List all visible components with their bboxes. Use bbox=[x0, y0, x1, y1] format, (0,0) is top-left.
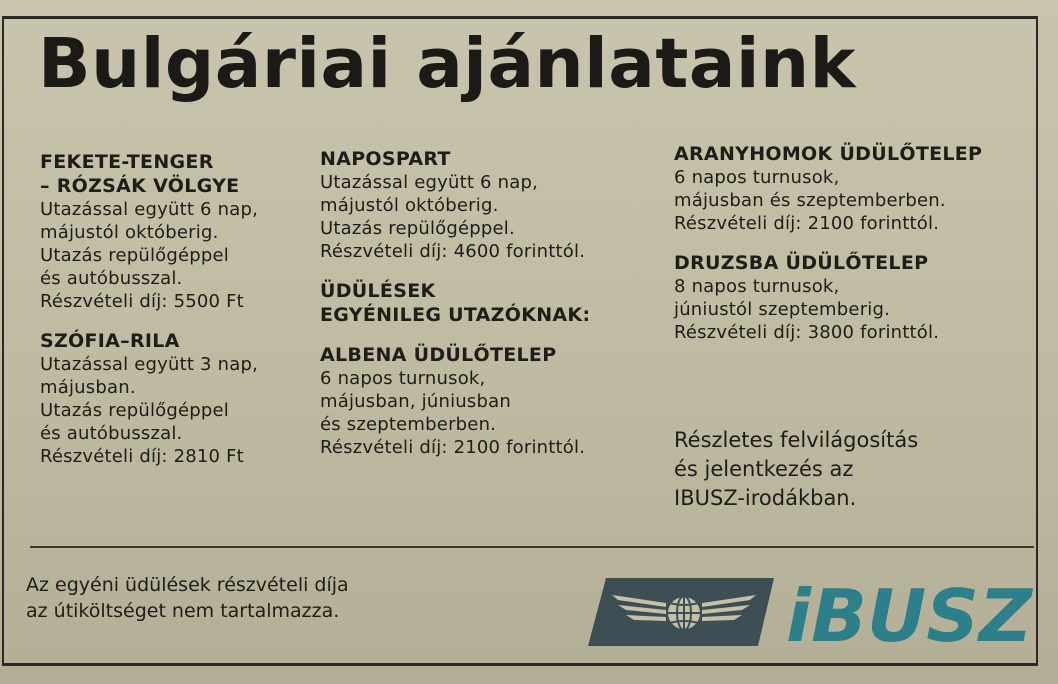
offer-text: májusban, júniusban bbox=[320, 391, 511, 412]
offer-text: Utazás repülőgéppel bbox=[40, 245, 229, 266]
offer-text: májustól októberig. bbox=[40, 222, 219, 243]
offer-szofia-rila bbox=[40, 329, 315, 468]
offer-text: májusban. bbox=[40, 377, 136, 398]
ibusz-logo-text: iBUSZ bbox=[786, 575, 1034, 649]
offer-text: Utazással együtt 6 nap, bbox=[40, 199, 259, 220]
offer-fekete-tenger bbox=[40, 150, 315, 313]
offer-heading: DRUZSBA ÜDÜLŐTELEP bbox=[674, 252, 929, 274]
offer-text: júniustól szeptemberig. bbox=[674, 299, 891, 320]
offer-text: és autóbusszal. bbox=[40, 268, 183, 289]
ibusz-logo bbox=[588, 575, 1036, 649]
section-heading: ÜDÜLÉSEK bbox=[320, 280, 436, 302]
section-heading-line2: EGYÉNILEG UTAZÓKNAK: bbox=[320, 304, 591, 326]
offer-price: Részvételi díj: 2100 forinttól. bbox=[674, 213, 940, 234]
offer-text: májustól októberig. bbox=[320, 195, 499, 216]
offer-price: Részvételi díj: 2810 Ft bbox=[40, 446, 244, 467]
offer-albena bbox=[320, 343, 665, 459]
offer-price: Részvételi díj: 3800 forinttól. bbox=[674, 322, 940, 343]
column-2 bbox=[320, 147, 665, 475]
offer-heading: ALBENA ÜDÜLŐTELEP bbox=[320, 344, 557, 366]
offer-napospart bbox=[320, 147, 665, 263]
offer-heading: ARANYHOMOK ÜDÜLŐTELEP bbox=[674, 143, 983, 165]
info-note-line: és jelentkezés az bbox=[674, 457, 854, 481]
footer-line: Az egyéni üdülések részvételi díja bbox=[26, 574, 349, 596]
section-individual-holidays bbox=[320, 279, 665, 327]
offer-text: 6 napos turnusok, bbox=[674, 167, 840, 188]
offer-druzsba bbox=[674, 251, 1024, 344]
offer-price: Részvételi díj: 2100 forinttól. bbox=[320, 437, 586, 458]
info-note bbox=[674, 426, 918, 513]
column-3 bbox=[674, 142, 1024, 360]
winged-globe-emblem-icon bbox=[588, 578, 774, 646]
offer-text: és autóbusszal. bbox=[40, 423, 183, 444]
offer-heading: NAPOSPART bbox=[320, 148, 451, 170]
offer-text: és szeptemberben. bbox=[320, 414, 497, 435]
offer-text: Utazás repülőgéppel. bbox=[320, 218, 515, 239]
column-1 bbox=[40, 150, 315, 484]
offer-aranyhomok bbox=[674, 142, 1024, 235]
offer-text: májusban és szeptemberben. bbox=[674, 190, 946, 211]
offer-text: 6 napos turnusok, bbox=[320, 368, 486, 389]
offer-heading-line2: – RÓZSÁK VÖLGYE bbox=[40, 175, 240, 197]
offer-price: Részvételi díj: 4600 forinttól. bbox=[320, 241, 586, 262]
divider-rule bbox=[30, 546, 1034, 548]
offer-text: 8 napos turnusok, bbox=[674, 276, 840, 297]
offer-text: Utazással együtt 3 nap, bbox=[40, 354, 259, 375]
info-note-line: IBUSZ-irodákban. bbox=[674, 486, 857, 510]
footer-line: az útiköltséget nem tartalmazza. bbox=[26, 600, 340, 622]
footer-disclaimer bbox=[26, 572, 349, 624]
offer-price: Részvételi díj: 5500 Ft bbox=[40, 291, 244, 312]
offer-text: Utazás repülőgéppel bbox=[40, 400, 229, 421]
ad-title: Bulgáriai ajánlataink bbox=[38, 24, 857, 104]
info-note-line: Részletes felvilágosítás bbox=[674, 428, 919, 452]
offer-heading: FEKETE-TENGER bbox=[40, 151, 214, 173]
offer-heading: SZÓFIA–RILA bbox=[40, 330, 180, 352]
offer-text: Utazással együtt 6 nap, bbox=[320, 172, 539, 193]
